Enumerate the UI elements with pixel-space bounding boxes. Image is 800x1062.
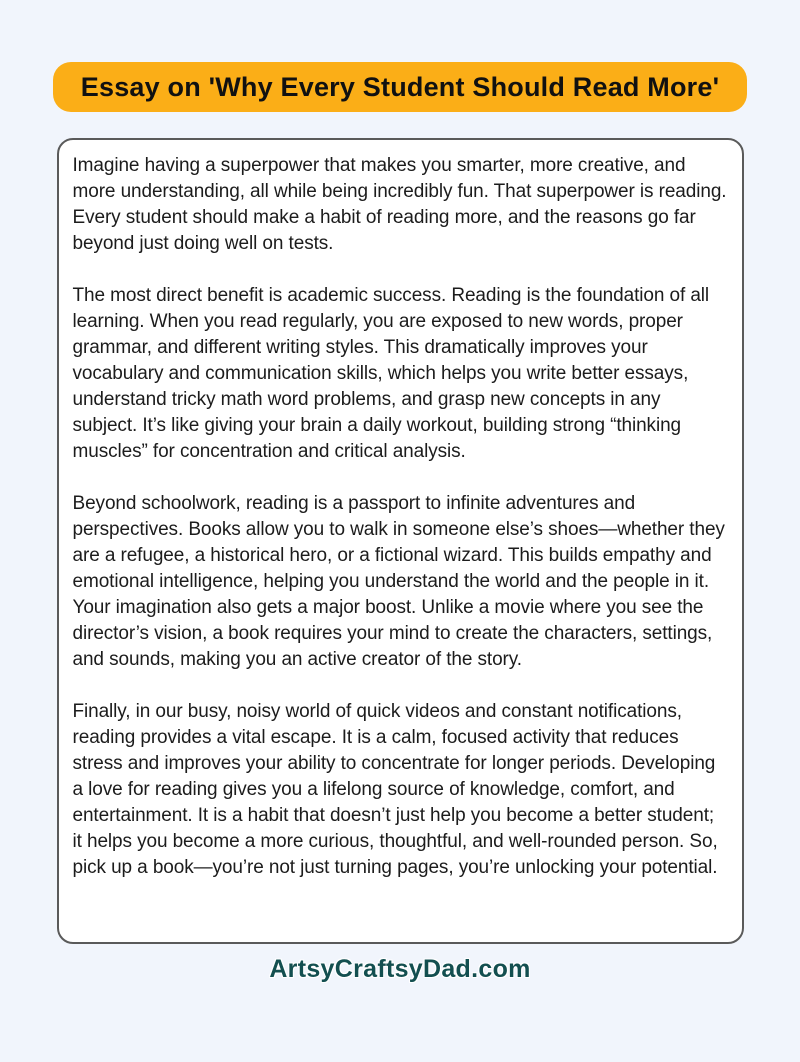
essay-paragraph-2: The most direct benefit is academic success. Reading is the foundation of all learning. When you read regularly, you are exposed to new words, proper grammar, and different writing styles. This dramatically improves your vocabulary and communication skills, which helps you write better essays, understand tricky math word problems, and grasp new concepts in any subject. It’s like giving your brain a daily workout, building strong “thinking muscles” for concentration and critical analysis.	[72, 285, 710, 462]
title-banner	[53, 62, 747, 112]
essay-paragraph-3: Beyond schoolwork, reading is a passport to infinite adventures and perspectives. Books allow you to walk in someone else’s shoes—whether they are a refugee, a historical hero, or a fictional wizard. This builds empathy and emotional intelligence, helping you understand the world and the people in it. Your imagination also gets a major boost. Unlike a movie where you see the director’s vision, a book requires your mind to create the characters, settings, and sounds, making you an active creator of the story.	[72, 493, 725, 670]
essay-paragraph-4: Finally, in our busy, noisy world of quick videos and constant notifications, reading provides a vital escape. It is a calm, focused activity that reduces stress and improves your ability to concentrate for longer periods. Developing a love for reading gives you a lifelong source of knowledge, comfort, and entertainment. It is a habit that doesn’t just help you become a better student; it helps you become a more curious, thoughtful, and well-rounded person. So, pick up a book—you’re not just turning pages, you’re unlocking your potential.	[72, 701, 718, 878]
essay-text-box	[57, 138, 744, 944]
essay-paragraph-1: Imagine having a superpower that makes you smarter, more creative, and more understanding, all while being incredibly fun. That superpower is reading. Every student should make a habit of reading more, and the reasons go far beyond just doing well on tests.	[72, 155, 727, 254]
page-title: Essay on 'Why Every Student Should Read More'	[80, 71, 720, 102]
essay-page	[0, 62, 800, 1062]
site-name-footer: ArtsyCraftsyDad.com	[269, 955, 531, 983]
